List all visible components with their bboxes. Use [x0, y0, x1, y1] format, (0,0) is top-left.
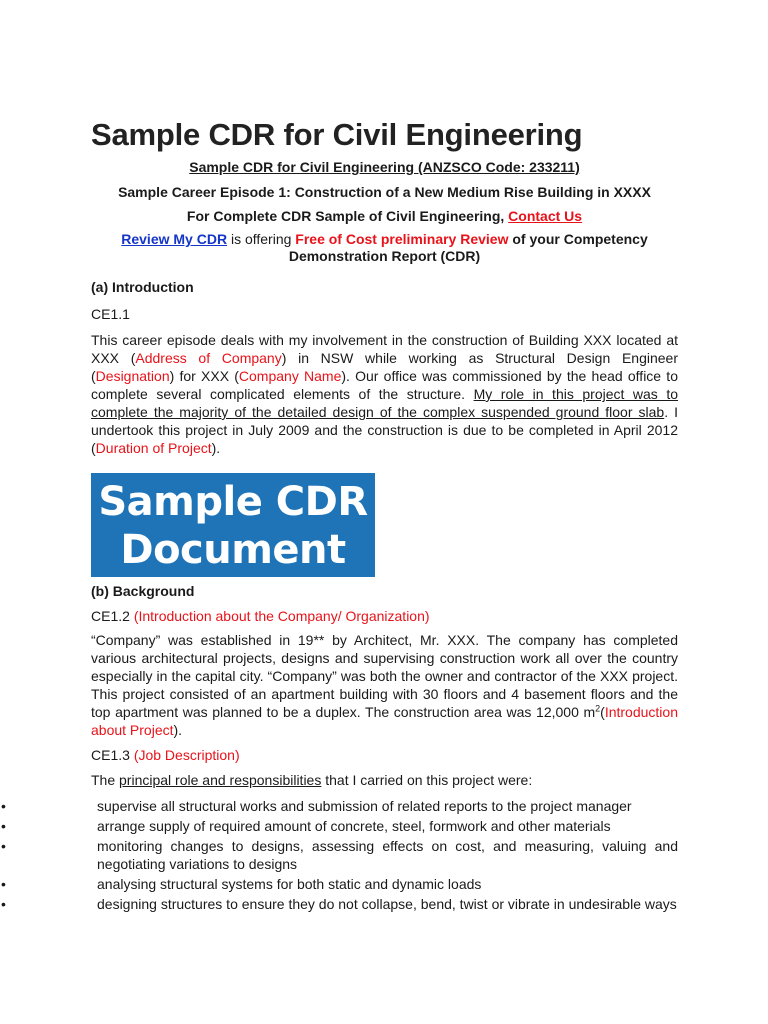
- principal-role-text: principal role and responsibilities: [119, 772, 322, 788]
- responsibilities-intro: [91, 771, 678, 789]
- review-offer-line: [91, 231, 678, 265]
- ce-1-2-number: CE1.2: [91, 608, 130, 624]
- episode-title: Sample Career Episode 1: Construction of a New Medium Rise Building in XXXX: [118, 184, 651, 200]
- ce-1-1-label: CE1.1: [91, 306, 130, 322]
- document-page: [1, 112, 679, 915]
- review-offer-end: of your Competency Demonstration Report (CDR): [288, 231, 648, 264]
- review-my-cdr-link[interactable]: Review My CDR: [121, 231, 228, 247]
- list-item-text: arrange supply of required amount of concrete, steel, formwork and other materials: [97, 818, 611, 834]
- introduction-heading: (a) Introduction: [91, 279, 194, 295]
- background-text: “Company” was established in 19** by Architect, Mr. XXX. The company has completed various architectural projects, designs and supervising construction work all over the country especially in the capital city. “Company” was both the owner and contractor of the XXX project. This project consisted of an apartment building with 30 floors and 4 basement floors and the top apartment was planned to be a duplex. The construction area was 12,000 m: [91, 632, 678, 720]
- ce-1-3-note: (Job Description): [133, 747, 240, 763]
- bullet-icon: •: [1, 798, 6, 814]
- responsibilities-list: [1, 797, 678, 913]
- document-subtitle: Sample CDR for Civil Engineering (ANZSCO Code: 233211): [189, 159, 580, 175]
- list-item: [1, 797, 678, 815]
- company-name-placeholder: Company Name: [238, 368, 342, 384]
- list-item: [1, 875, 678, 893]
- intro-text-4: ). Our office was commissioned by the head office to complete several complicated elements of the structure.: [91, 368, 678, 402]
- bullet-icon: •: [1, 818, 6, 834]
- duration-placeholder: Duration of Project: [95, 440, 212, 456]
- list-item-text: monitoring changes to designs, assessing effects on cost, and measuring, valuing and negotiating variations to designs: [97, 838, 678, 872]
- ce-1-3-number: CE1.3: [91, 747, 130, 763]
- image-line-2: Document: [120, 527, 346, 573]
- ce-1-2-note: (Introduction about the Company/ Organization): [133, 608, 430, 624]
- background-paragraph: [91, 631, 678, 739]
- intro-text-3: ) for XXX (: [169, 368, 239, 384]
- superscript-2: 2: [595, 703, 601, 714]
- free-review-text: Free of Cost preliminary Review: [295, 231, 509, 247]
- background-end: ).: [173, 722, 183, 738]
- complete-cdr-text: For Complete CDR Sample of Civil Engineering,: [186, 208, 509, 224]
- intro-text-5: . I undertook this project in July 2009 and the construction is due to be completed in April 2012 (: [91, 404, 678, 456]
- resp-intro-pre: The: [91, 772, 120, 788]
- contact-us-link[interactable]: Contact Us: [508, 208, 583, 224]
- sample-cdr-document-image: [91, 473, 375, 577]
- bullet-icon: •: [1, 896, 6, 912]
- designation-placeholder: Designation: [95, 368, 170, 384]
- introduction-paragraph: [91, 331, 678, 457]
- image-line-1: Sample CDR: [98, 479, 368, 525]
- background-heading: (b) Background: [91, 583, 195, 599]
- complete-cdr-line: [91, 205, 678, 227]
- list-item: [1, 895, 678, 913]
- project-intro-placeholder: Introduction about Project: [91, 704, 678, 738]
- role-statement: My role in this project was to complete the majority of the detailed design of the complex suspended ground floor slab: [91, 386, 679, 420]
- ce-1-3-label: [91, 747, 678, 764]
- list-item-text: supervise all structural works and submission of related reports to the project manager: [97, 798, 632, 814]
- ce-1-2-label: [91, 608, 678, 625]
- resp-intro-post: that I carried on this project were:: [321, 772, 533, 788]
- address-placeholder: Address of Company: [135, 350, 282, 366]
- list-item-text: analysing structural systems for both static and dynamic loads: [97, 876, 482, 892]
- intro-text-6: ).: [211, 440, 221, 456]
- review-offer-mid: is offering: [227, 231, 296, 247]
- intro-text-2: ) in NSW while working as Structural Design Engineer (: [91, 350, 678, 384]
- background-paren: (: [600, 704, 605, 720]
- list-item-text: designing structures to ensure they do not collapse, bend, twist or vibrate in undesirable ways: [97, 896, 677, 912]
- page-title: Sample CDR for Civil Engineering: [91, 117, 583, 152]
- bullet-icon: •: [1, 838, 6, 854]
- list-item: [1, 817, 678, 835]
- bullet-icon: •: [1, 876, 6, 892]
- intro-text-1: This career episode deals with my involvement in the construction of Building XXX located at XXX (: [91, 332, 678, 366]
- list-item: [1, 837, 678, 873]
